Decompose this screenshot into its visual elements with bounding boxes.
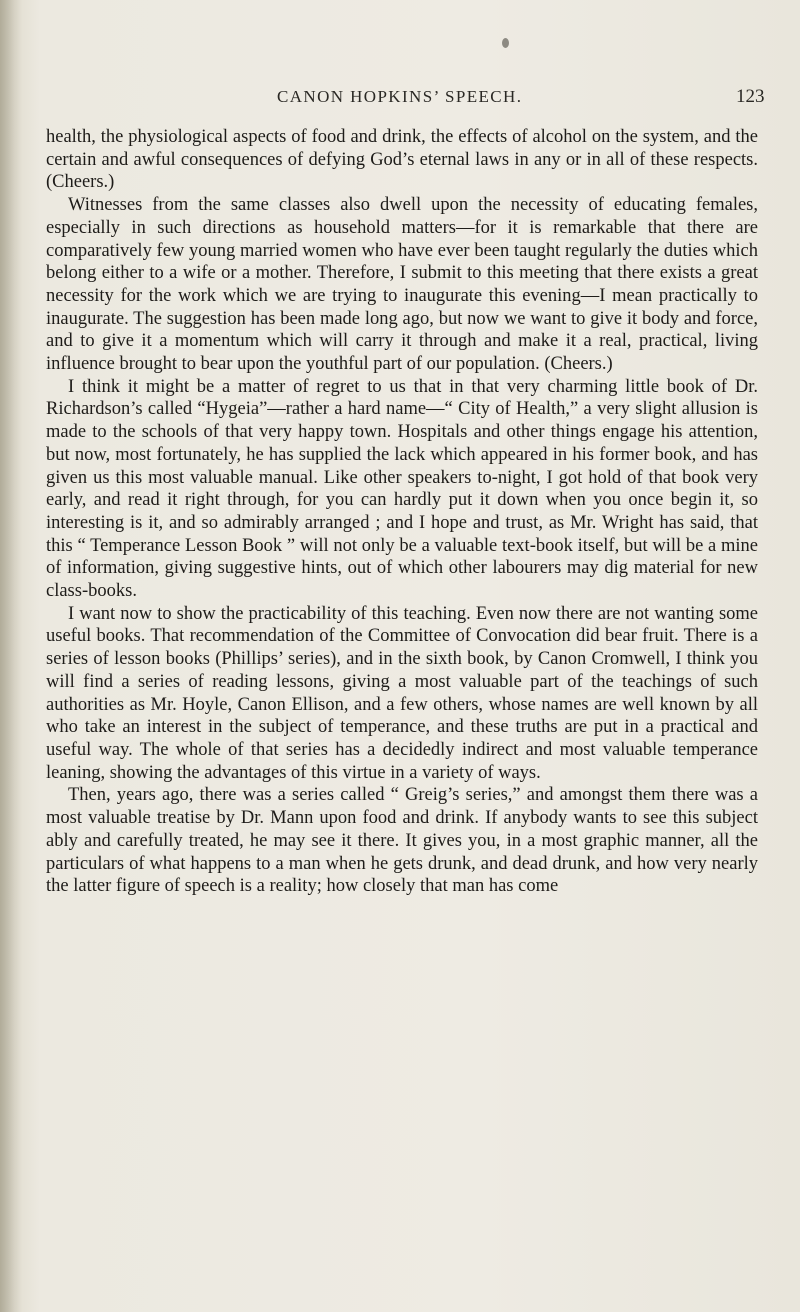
page-number: 123	[736, 86, 765, 107]
paragraph: health, the physiological aspects of food and drink, the effects of alcohol on the system, and the certain and awful consequences of defying God’s eternal laws in any or in all of these respects. (Cheers.)	[46, 127, 758, 193]
paragraph: Witnesses from the same classes also dwell upon the necessity of educating females, especially in such directions as household matters—for it is remarkable that there are comparatively few young married women who have ever been taught regularly the duties which belong either to a wife or a mother. Therefore, I submit to this meeting that there exists a great necessity for the work which we are trying to inaugurate this evening—I mean practically to inaugurate. The suggestion has been made long ago, but now we want to give it body and force, and to give it a momentum which will carry it through and make it a real, practical, living influence brought to bear upon the youthful part of our population. (Cheers.)	[46, 195, 758, 375]
running-head: CANON HOPKINS’ SPEECH.	[277, 87, 523, 106]
paragraph: I want now to show the practicability of this teaching. Even now there are not wanting some useful books. That recommendation of the Committee of Convocation did bear fruit. There is a series of lesson books (Phillips’ series), and in the sixth book, by Canon Cromwell, I think you will find a series of reading lessons, giving a most valuable part of the teachings of such authorities as Mr. Hoyle, Canon Ellison, and a few others, whose names are well known by all who take an interest in the subject of temperance, and these truths are put in a practical and useful way. The whole of that series has a decidedly indirect and most valuable temperance leaning, showing the advantages of this virtue in a variety of ways.	[46, 603, 758, 783]
ink-spot	[502, 38, 509, 48]
paragraph: I think it might be a matter of regret to us that in that very charming little book of Dr. Richardson’s called “Hygeia”—rather a hard name—“ City of Health,” a very slight allusion is made to the schools of that very happy town. Hospitals and other things engage his attention, but now, most fortunately, he has supplied the lack which appeared in his former book, and has given us this most valuable manual. Like other speakers to-night, I got hold of that book very early, and read it right through, for you can hardly put it down when you once begin it, so interesting is it, and so admirably arranged ; and I hope and trust, as Mr. Wright has said, that this “ Temperance Lesson Book ” will not only be a valuable text-book itself, but will be a mine of information, giving suggestive hints, out of which other labourers may dig material for new class-books.	[46, 376, 758, 602]
binding-shadow	[0, 0, 22, 1312]
body-text	[46, 126, 758, 898]
paragraph: Then, years ago, there was a series called “ Greig’s series,” and amongst them there was a most valuable treatise by Dr. Mann upon food and drink. If anybody wants to see this subject ably and carefully treated, he may see it there. It gives you, in a most graphic manner, all the particulars of what happens to a man when he gets drunk, and dead drunk, and how very nearly the latter figure of speech is a reality; how closely that man has come	[46, 785, 758, 897]
